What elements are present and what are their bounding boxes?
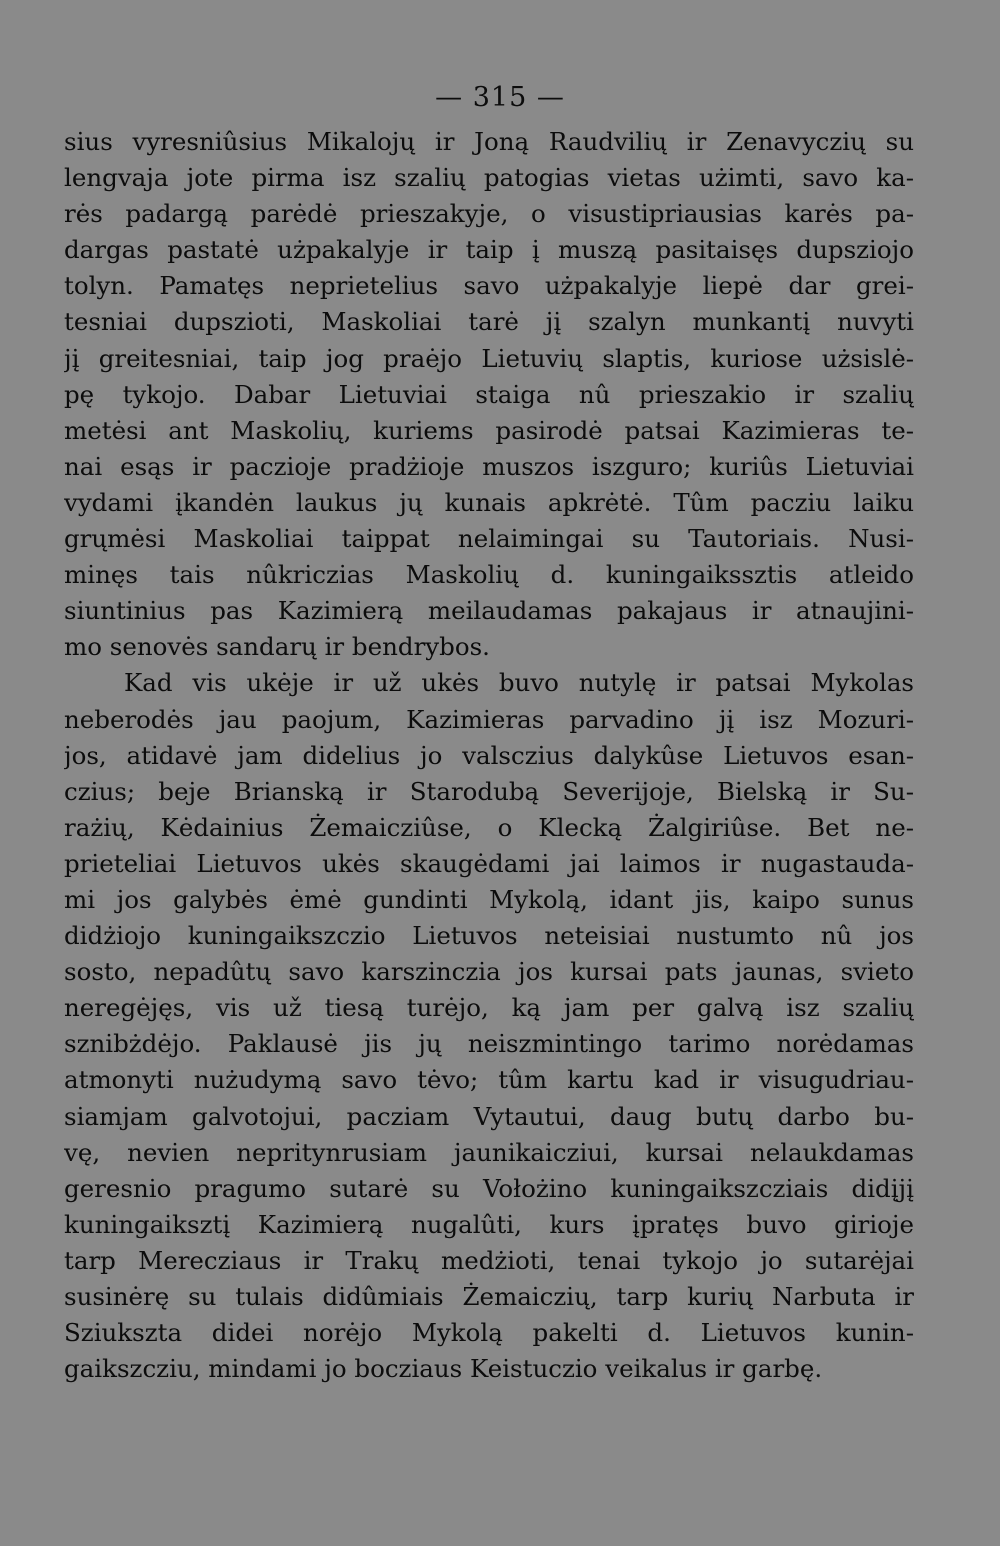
- text-line: sznibżdėjo. Paklausė jis jų neiszmintingo tarimo norėdamas: [64, 1029, 914, 1059]
- text-line: neberodės jau paojum, Kazimieras parvadino jį isz Mozuri-: [64, 704, 914, 734]
- text-line: sosto, nepadûtų savo karszinczia jos kursai pats jaunas, svieto: [64, 957, 914, 987]
- text-line: minęs tais nûkriczias Maskolių d. kuningaikssztis atleido: [64, 560, 914, 590]
- text-line: rażių, Kėdainius Żemaicziûse, o Klecką Żalgiriûse. Bet ne-: [64, 812, 914, 842]
- text-line: Sziuksztа didei norėjo Mykolą pakelti d. Lietuvos kunin-: [64, 1318, 914, 1348]
- paragraph-end-line: mo senovės sandarų ir bendrybos.: [64, 632, 490, 662]
- text-line: vydami įkandėn laukus jų kunais apkrėtė. Tûm pacziu laiku: [64, 487, 914, 517]
- text-line: nai esąs ir paczioje pradżioje muszos iszguro; kuriûs Lietuviai: [64, 451, 914, 481]
- text-line: mi jos galybės ėmė gundinti Mykolą, idant jis, kaipo sunus: [64, 884, 914, 914]
- text-line: tarp Merecziaus ir Trakų medżioti, tenai tykojo jo sutarėjai: [64, 1245, 914, 1275]
- text-line: tesniai dupszioti, Maskoliai tarė jį szalyn munkantį nuvyti: [64, 307, 914, 337]
- text-line: didżiojo kuningaikszczio Lietuvos neteisiai nustumto nû jos: [64, 921, 914, 951]
- text-line: metėsi ant Maskolių, kuriems pasirodė patsai Kazimieras te-: [64, 415, 914, 445]
- text-line: atmonyti nużudymą savo tėvo; tûm kartu kad ir visugudriau-: [64, 1065, 914, 1095]
- page-number: — 315 —: [435, 82, 565, 113]
- text-line: susinėrę su tulais didûmiais Żemaiczių, tarp kurių Narbuta ir: [64, 1282, 914, 1311]
- text-line: sius vyresniûsius Mikalojų ir Joną Raudvilių ir Zenavyczių su: [64, 127, 914, 156]
- paragraph-start-line: Kad vis ukėje ir už ukės buvo nutylę ir patsai Mykolas: [124, 668, 914, 698]
- text-line: dargas pastatė użpakalyje ir taip į muszą pasitaisęs dupsziojo: [64, 235, 914, 265]
- paragraph-end-line: gaikszcziu, mindami jo bocziaus Keistuczio veikalus ir garbę.: [64, 1354, 823, 1384]
- text-line: rės padargą parėdė prieszakyje, o visustipriausias karės pa-: [64, 199, 914, 229]
- text-line: geresnio pragumo sutarė su Vołożino kuningaikszcziais didįjį: [64, 1173, 914, 1203]
- text-line: tolyn. Pamatęs neprietelius savo użpakalyje liepė dar grei-: [64, 271, 914, 301]
- text-line: grųmėsi Maskoliai taippat nelaimingai su Tautoriais. Nusi-: [64, 524, 914, 554]
- text-line: lengvaja jote pirma isz szalių patogias vietas użimti, savo ka-: [64, 163, 914, 193]
- text-line: pę tykojo. Dabar Lietuviai staiga nû prieszakio ir szalių: [64, 379, 914, 409]
- text-line: czius; beje Brianską ir Starodubą Severijoje, Bielską ir Su-: [64, 776, 914, 806]
- text-line: jį greitesniai, taip jog praėjo Lietuvių slaptis, kuriose użsislė-: [64, 343, 914, 373]
- text-line: vę, nevien nepritynrusiam jaunikaicziui, kursai nelaukdamas: [64, 1137, 914, 1167]
- body-text: [64, 124, 914, 1387]
- text-line: neregėjęs, vis už tiesą turėjo, ką jam per galvą isz szalių: [64, 993, 914, 1023]
- text-line: siuntinius pas Kazimierą meilaudamas pakajaus ir atnaujini-: [64, 596, 914, 626]
- text-line: prieteliai Lietuvos ukės skaugėdami jai laimos ir nugastauda-: [64, 848, 914, 878]
- text-line: siamjam galvotojui, pacziam Vytautui, daug butų darbo bu-: [64, 1101, 914, 1131]
- text-line: jos, atidavė jam didelius jo valsczius dalykûse Lietuvos esan-: [64, 740, 914, 770]
- text-line: kuningaiksztį Kazimierą nugalûti, kurs įpratęs buvo girioje: [64, 1209, 914, 1239]
